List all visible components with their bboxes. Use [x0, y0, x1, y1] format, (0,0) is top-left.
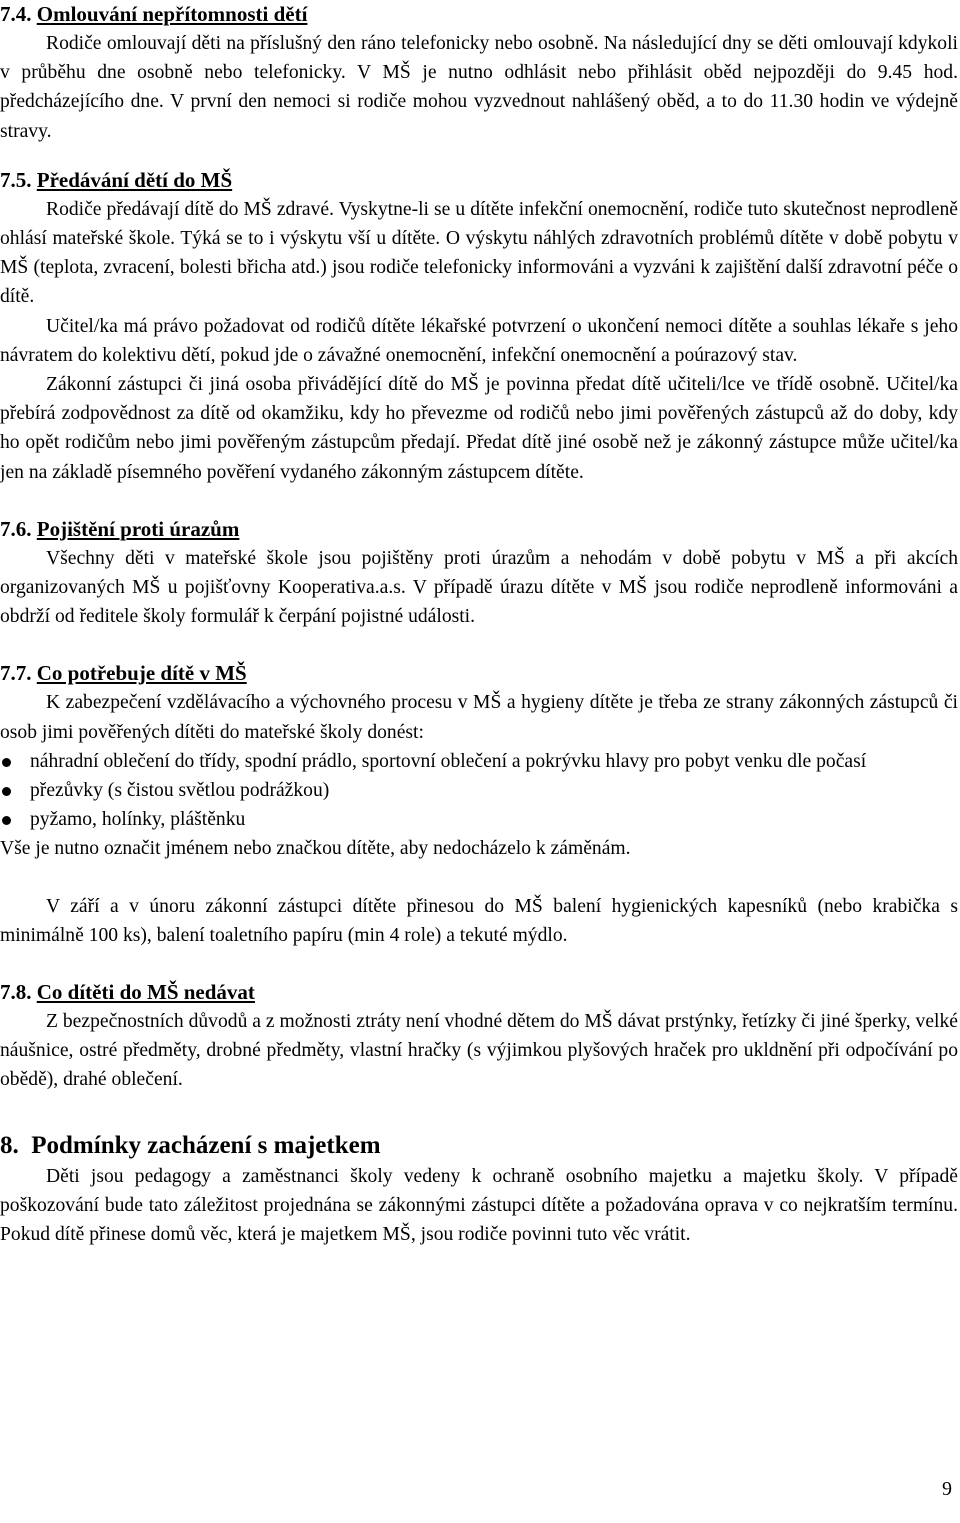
- list-item-text: přezůvky (s čistou světlou podrážkou): [30, 780, 330, 802]
- section-number: 7.4.: [0, 2, 32, 26]
- list-item-text: pyžamo, holínky, pláštěnku: [30, 809, 246, 831]
- section-number: 7.7.: [0, 661, 32, 686]
- paragraph: V září a v únoru zákonní zástupci dítěte přinesou do MŠ balení hygienických kapesníků (nebo krabička s minimálně 100 ks), balení toaletního papíru (min 4 role) a tekuté mýdlo.: [0, 895, 958, 946]
- section-title: Předávání dětí do MŠ: [36, 167, 233, 192]
- paragraph: Všechny děti v mateřské škole jsou pojištěny proti úrazům a nehodám v době pobytu v MŠ a při akcích organizovaných MŠ u pojišťovny Kooperativa.a.s. V případě úrazu dítěte v MŠ jsou rodiče neprodleně informováni a obdrží od ředitele školy formulář k čerpání pojistné události.: [0, 547, 958, 628]
- paragraph: Rodiče omlouvají děti na příslušný den ráno telefonicky nebo osobně. Na následující dny se děti omlouvají kdykoli v průběhu dne osobně nebo telefonicky. V MŠ je nutno odhlásit nebo přihlásit oběd nejpozději do 9.45 hod. předcházejícího dne. V první den nemoci si rodiče mohou vyzvednout nahlášený oběd, a to do 11.30 hodin ve výdejně stravy.: [0, 33, 958, 142]
- paragraph: Děti jsou pedagogy a zaměstnanci školy vedeny k ochraně osobního majetku a majetku školy. V případě poškozování bude tato záležitost projednána se zákonnými zástupci dítěte a požadována oprava v co nejkratším termínu. Pokud dítě přinese domů věc, která je majetkem MŠ, jsou rodiče povinni tuto věc vrátit.: [0, 1165, 958, 1246]
- bullet-list: [0, 747, 958, 835]
- section-number: 7.8.: [0, 980, 32, 1005]
- paragraph: K zabezpečení vzdělávacího a výchovného procesu v MŠ a hygieny dítěte je třeba ze strany zákonných zástupců či osob jimi pověřených dítěti do mateřské školy donést:: [0, 692, 958, 743]
- paragraph: Z bezpečnostních důvodů a z možnosti ztráty není vhodné dětem do MŠ dávat prstýnky, řetízky či jiné šperky, velké náušnice, ostré předměty, drobné předměty, vlastní hračky (s výjimkou plyšových hraček pro ukldnění při odpočívání po obědě), drahé oblečení.: [0, 1011, 958, 1091]
- list-item: [0, 747, 958, 776]
- section-number: 7.5.: [0, 167, 32, 192]
- paragraph: Učitel/ka má právo požadovat od rodičů dítěte lékařské potvrzení o ukončení nemoci dítěte a souhlas lékaře s jeho návratem do kolektivu dětí, pokud jde o závažné onemocnění, infekční onemocnění a poúrazový stav.: [0, 315, 958, 366]
- paragraph: Vše je nutno označit jménem nebo značkou dítěte, aby nedocházelo k záměnám.: [0, 838, 631, 860]
- section-heading-7-6: [0, 515, 958, 544]
- page-number: 9: [942, 1478, 952, 1500]
- chapter-heading-8: [0, 1129, 958, 1162]
- list-item: [0, 805, 958, 834]
- section-heading-7-5: [0, 166, 958, 195]
- section-number: 7.6.: [0, 516, 32, 541]
- section-title: Co potřebuje dítě v MŠ: [36, 661, 247, 686]
- list-item-text: náhradní oblečení do třídy, spodní prádlo, sportovní oblečení a pokrývku hlavy pro pobyt venku dle počasí: [30, 750, 867, 772]
- section-title: Pojištění proti úrazům: [36, 516, 240, 541]
- section-heading-7-8: [0, 978, 958, 1007]
- chapter-number: 8.: [0, 1131, 19, 1159]
- section-title: Omlouvání nepřítomnosti dětí: [36, 2, 308, 26]
- paragraph: Rodiče předávají dítě do MŠ zdravé. Vyskytne-li se u dítěte infekční onemocnění, rodiče tuto skutečnost neprodleně ohlásí mateřské škole. Týká se to i výskytu vší u dítěte. O výskytu náhlých zdravotních problémů dítěte v době pobytu v MŠ (teplota, zvracení, bolesti břicha atd.) jsou rodiče telefonicky informováni a vyzváni k zajištění další zdravotní péče o dítě.: [0, 198, 958, 308]
- chapter-title: Podmínky zacházení s majetkem: [31, 1131, 381, 1159]
- bullet-icon: [2, 816, 11, 825]
- bullet-icon: [2, 758, 11, 767]
- paragraph: Zákonní zástupci či jiná osoba přivádějící dítě do MŠ je povinna předat dítě učiteli/lce ve třídě osobně. Učitel/ka přebírá zodpovědnost za dítě od okamžiku, kdy ho převezme od rodičů nebo jimi pověřených zástupců až do doby, kdy ho opět rodičům nebo jimi pověřeným zástupcům předají. Předat dítě jiné osobě než je zákonný zástupce může učitel/ka jen na základě písemného pověření vydaného zákonným zástupcem dítěte.: [0, 374, 958, 483]
- section-heading-7-7: [0, 659, 958, 688]
- section-title: Co dítěti do MŠ nedávat: [36, 980, 255, 1005]
- list-item: [0, 776, 958, 805]
- bullet-icon: [2, 787, 11, 796]
- section-heading-7-4: [0, 0, 958, 29]
